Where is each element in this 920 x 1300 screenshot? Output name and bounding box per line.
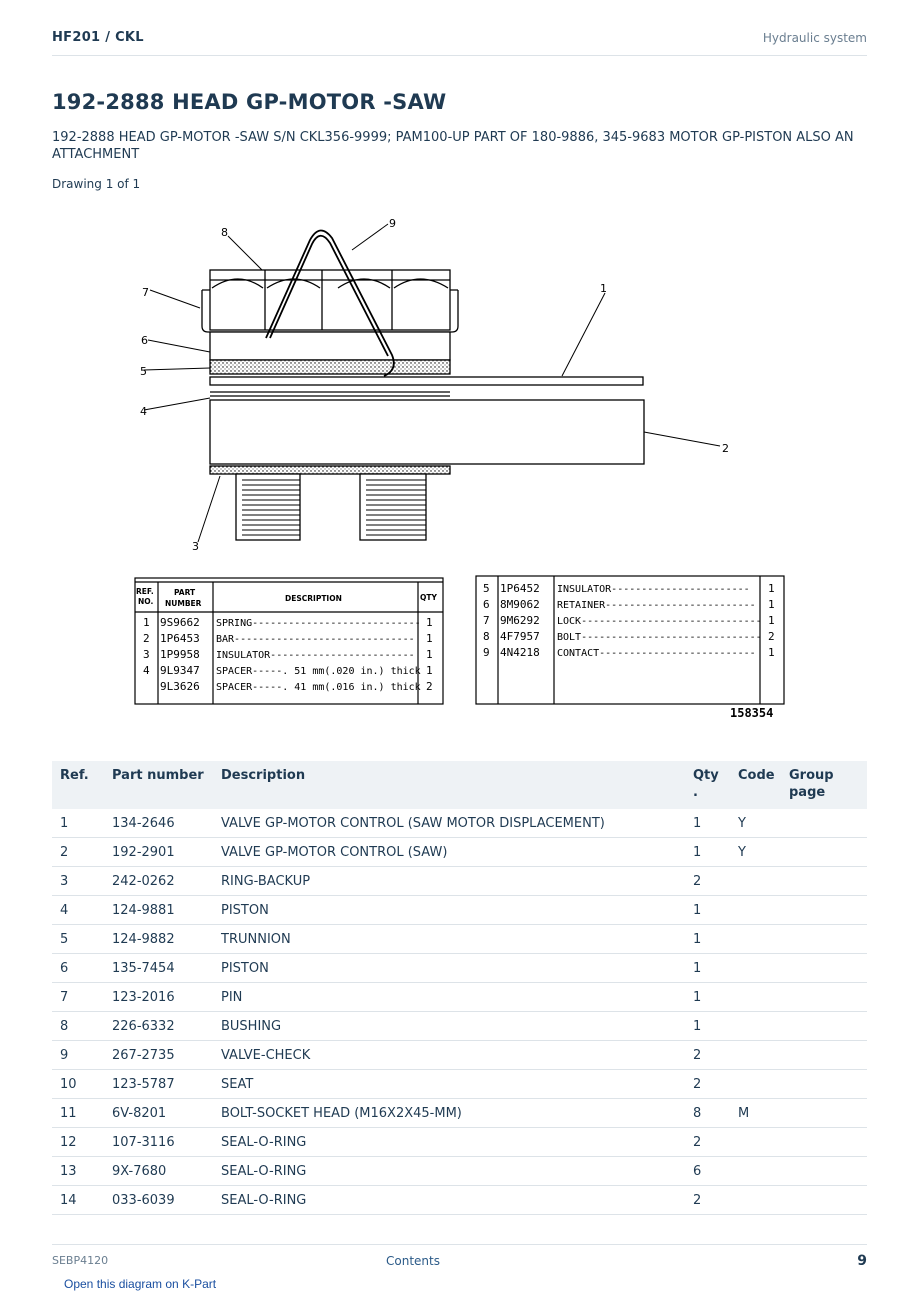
- legend-desc: INSULATOR------------------------: [216, 650, 415, 661]
- cell-group-page: [781, 1041, 867, 1070]
- drawing-label: Drawing 1 of 1: [52, 177, 141, 191]
- cell-description: PIN: [213, 983, 685, 1012]
- legend-ref: 5: [483, 582, 490, 595]
- col-code: Code: [730, 761, 781, 809]
- table-row: [52, 1012, 867, 1041]
- page-subtitle: 192-2888 HEAD GP-MOTOR -SAW S/N CKL356-9999; PAM100-UP PART OF 180-9886, 345-9683 MOTOR GP-PISTON ALSO AN ATTACHMENT: [52, 130, 854, 162]
- cell-part-number: 242-0262: [104, 867, 213, 896]
- cell-description: BOLT-SOCKET HEAD (M16X2X45-MM): [213, 1099, 685, 1128]
- cell-qty: 1: [685, 838, 730, 867]
- table-row: [52, 1099, 867, 1128]
- cell-ref: 11: [52, 1099, 104, 1128]
- cell-description: BUSHING: [213, 1012, 685, 1041]
- page-number: 9: [857, 1253, 867, 1269]
- parts-table: [52, 761, 867, 1215]
- cell-code: [730, 1041, 781, 1070]
- doc-code: HF201 / CKL: [52, 30, 144, 45]
- cell-part-number: 124-9881: [104, 896, 213, 925]
- legend-right: [476, 576, 784, 720]
- col-group-page: [781, 761, 867, 809]
- cell-qty: 2: [685, 867, 730, 896]
- legend-ref: 1: [143, 616, 150, 629]
- contents-link[interactable]: Contents: [386, 1254, 440, 1268]
- legend-desc: CONTACT--------------------------: [557, 648, 756, 659]
- callout-1: 1: [600, 282, 607, 295]
- cell-description: VALVE-CHECK: [213, 1041, 685, 1070]
- table-row: [52, 809, 867, 838]
- col-qty-dot: .: [693, 785, 698, 800]
- legend-qty: 1: [768, 582, 775, 595]
- legend-qty: 1: [768, 646, 775, 659]
- cell-group-page: [781, 1070, 867, 1099]
- legend-head-qty: QTY: [420, 593, 437, 602]
- callout-8: 8: [221, 226, 228, 239]
- cell-description: PISTON: [213, 896, 685, 925]
- cell-code: [730, 983, 781, 1012]
- cell-part-number: 107-3116: [104, 1128, 213, 1157]
- legend-part: 9M6292: [500, 614, 540, 627]
- cell-ref: 1: [52, 809, 104, 838]
- cell-qty: 1: [685, 925, 730, 954]
- legend-ref: 8: [483, 630, 490, 643]
- legend-qty: 2: [426, 680, 433, 693]
- parts-table-header: [52, 761, 867, 809]
- cell-ref: 13: [52, 1157, 104, 1186]
- cell-qty: 2: [685, 1041, 730, 1070]
- cell-description: VALVE GP-MOTOR CONTROL (SAW MOTOR DISPLACEMENT): [213, 809, 685, 838]
- cell-qty: 1: [685, 809, 730, 838]
- page-footer: [52, 1244, 867, 1275]
- cell-ref: 12: [52, 1128, 104, 1157]
- cell-description: RING-BACKUP: [213, 867, 685, 896]
- cell-code: [730, 954, 781, 983]
- col-qty-label: Qty: [693, 768, 719, 783]
- legend-desc: SPACER-----. 41 mm(.016 in.) thick: [216, 682, 421, 693]
- cell-ref: 2: [52, 838, 104, 867]
- cell-code: Y: [730, 838, 781, 867]
- legend-part: 1P9958: [160, 648, 200, 661]
- cell-group-page: [781, 954, 867, 983]
- cell-ref: 4: [52, 896, 104, 925]
- cell-code: [730, 1186, 781, 1215]
- cell-ref: 7: [52, 983, 104, 1012]
- cell-code: [730, 1128, 781, 1157]
- cell-part-number: 6V-8201: [104, 1099, 213, 1128]
- col-group-label2: page: [789, 785, 826, 800]
- table-row: [52, 1041, 867, 1070]
- legend-ref: 6: [483, 598, 490, 611]
- table-row: [52, 867, 867, 896]
- parts-diagram-svg: [130, 210, 810, 725]
- legend-head-ref: REF.: [136, 587, 154, 596]
- legend-part: 4F7957: [500, 630, 540, 643]
- cell-code: [730, 896, 781, 925]
- legend-desc: BAR------------------------------: [216, 634, 415, 645]
- cell-qty: 1: [685, 1012, 730, 1041]
- cell-qty: 2: [685, 1186, 730, 1215]
- cell-ref: 3: [52, 867, 104, 896]
- cell-description: SEAL-O-RING: [213, 1128, 685, 1157]
- cell-group-page: [781, 809, 867, 838]
- cell-group-page: [781, 1099, 867, 1128]
- col-ref: Ref.: [52, 761, 104, 809]
- cell-description: TRUNNION: [213, 925, 685, 954]
- legend-qty: 1: [426, 664, 433, 677]
- legend-ref: 7: [483, 614, 490, 627]
- legend-head-ref2: NO.: [138, 597, 154, 606]
- cell-ref: 10: [52, 1070, 104, 1099]
- legend-qty: 1: [768, 614, 775, 627]
- cell-description: SEAT: [213, 1070, 685, 1099]
- cell-group-page: [781, 925, 867, 954]
- page-title: 192-2888 HEAD GP-MOTOR -SAW: [52, 90, 447, 114]
- kpart-link[interactable]: Open this diagram on K-Part: [64, 1277, 217, 1291]
- col-description: Description: [213, 761, 685, 809]
- cell-group-page: [781, 983, 867, 1012]
- cell-part-number: 192-2901: [104, 838, 213, 867]
- legend-ref: 2: [143, 632, 150, 645]
- cell-qty: 6: [685, 1157, 730, 1186]
- drawing-number: 158354: [730, 706, 774, 720]
- legend-part: 1P6452: [500, 582, 540, 595]
- cell-ref: 8: [52, 1012, 104, 1041]
- legend-left: [135, 578, 443, 704]
- page-header: [52, 28, 867, 56]
- col-qty: [685, 761, 730, 809]
- cell-part-number: 123-5787: [104, 1070, 213, 1099]
- legend-qty: 2: [768, 630, 775, 643]
- legend-head-part2: NUMBER: [165, 599, 202, 608]
- cell-group-page: [781, 838, 867, 867]
- cell-group-page: [781, 1128, 867, 1157]
- legend-head-part: PART: [174, 588, 196, 597]
- legend-part: 1P6453: [160, 632, 200, 645]
- cell-qty: 2: [685, 1128, 730, 1157]
- legend-desc: RETAINER-------------------------: [557, 600, 756, 611]
- legend-ref: 9: [483, 646, 490, 659]
- callout-9: 9: [389, 217, 396, 230]
- legend-qty: 1: [426, 648, 433, 661]
- cell-code: [730, 867, 781, 896]
- cell-group-page: [781, 1012, 867, 1041]
- cell-description: SEAL-O-RING: [213, 1186, 685, 1215]
- legend-qty: 1: [426, 616, 433, 629]
- callout-4: 4: [140, 405, 147, 418]
- legend-desc: SPACER-----. 51 mm(.020 in.) thick: [216, 666, 421, 677]
- legend-qty: 1: [768, 598, 775, 611]
- cell-ref: 6: [52, 954, 104, 983]
- footer-doc-id: SEBP4120: [52, 1254, 109, 1267]
- legend-desc: SPRING----------------------------: [216, 618, 421, 629]
- table-row: [52, 1128, 867, 1157]
- cell-code: [730, 1012, 781, 1041]
- legend-qty: 1: [426, 632, 433, 645]
- cell-part-number: 134-2646: [104, 809, 213, 838]
- cell-group-page: [781, 1186, 867, 1215]
- cell-description: SEAL-O-RING: [213, 1157, 685, 1186]
- callout-7: 7: [142, 286, 149, 299]
- cell-part-number: 226-6332: [104, 1012, 213, 1041]
- cell-description: PISTON: [213, 954, 685, 983]
- callout-2: 2: [722, 442, 729, 455]
- callout-3: 3: [192, 540, 199, 553]
- cell-code: [730, 925, 781, 954]
- table-row: [52, 896, 867, 925]
- cell-part-number: 123-2016: [104, 983, 213, 1012]
- legend-part: 9S9662: [160, 616, 200, 629]
- cell-code: Y: [730, 809, 781, 838]
- cell-qty: 8: [685, 1099, 730, 1128]
- cell-part-number: 267-2735: [104, 1041, 213, 1070]
- cell-description: VALVE GP-MOTOR CONTROL (SAW): [213, 838, 685, 867]
- cell-qty: 2: [685, 1070, 730, 1099]
- legend-ref: 3: [143, 648, 150, 661]
- legend-ref: 4: [143, 664, 150, 677]
- cell-code: [730, 1070, 781, 1099]
- cell-group-page: [781, 896, 867, 925]
- legend-part: 9L3626: [160, 680, 200, 693]
- legend-part: 9L9347: [160, 664, 200, 677]
- callout-6: 6: [141, 334, 148, 347]
- cell-group-page: [781, 867, 867, 896]
- table-row: [52, 838, 867, 867]
- col-part-number: Part number: [104, 761, 213, 809]
- cell-ref: 9: [52, 1041, 104, 1070]
- cell-ref: 14: [52, 1186, 104, 1215]
- cell-part-number: 9X-7680: [104, 1157, 213, 1186]
- col-group-label: Group: [789, 768, 834, 783]
- cell-code: [730, 1157, 781, 1186]
- cell-part-number: 135-7454: [104, 954, 213, 983]
- legend-head-desc: DESCRIPTION: [285, 594, 342, 603]
- legend-desc: BOLT------------------------------: [557, 632, 762, 643]
- cell-qty: 1: [685, 983, 730, 1012]
- callout-5: 5: [140, 365, 147, 378]
- table-row: [52, 925, 867, 954]
- table-row: [52, 954, 867, 983]
- parts-diagram: [130, 210, 810, 725]
- table-row: [52, 983, 867, 1012]
- cell-ref: 5: [52, 925, 104, 954]
- legend-part: 8M9062: [500, 598, 540, 611]
- cell-part-number: 124-9882: [104, 925, 213, 954]
- table-row: [52, 1157, 867, 1186]
- legend-desc: LOCK------------------------------: [557, 616, 762, 627]
- table-row: [52, 1186, 867, 1215]
- cell-code: M: [730, 1099, 781, 1128]
- cell-part-number: 033-6039: [104, 1186, 213, 1215]
- legend-part: 4N4218: [500, 646, 540, 659]
- cell-qty: 1: [685, 954, 730, 983]
- section-name: Hydraulic system: [762, 31, 867, 45]
- legend-desc: INSULATOR-----------------------: [557, 584, 750, 595]
- table-row: [52, 1070, 867, 1099]
- cell-qty: 1: [685, 896, 730, 925]
- cell-group-page: [781, 1157, 867, 1186]
